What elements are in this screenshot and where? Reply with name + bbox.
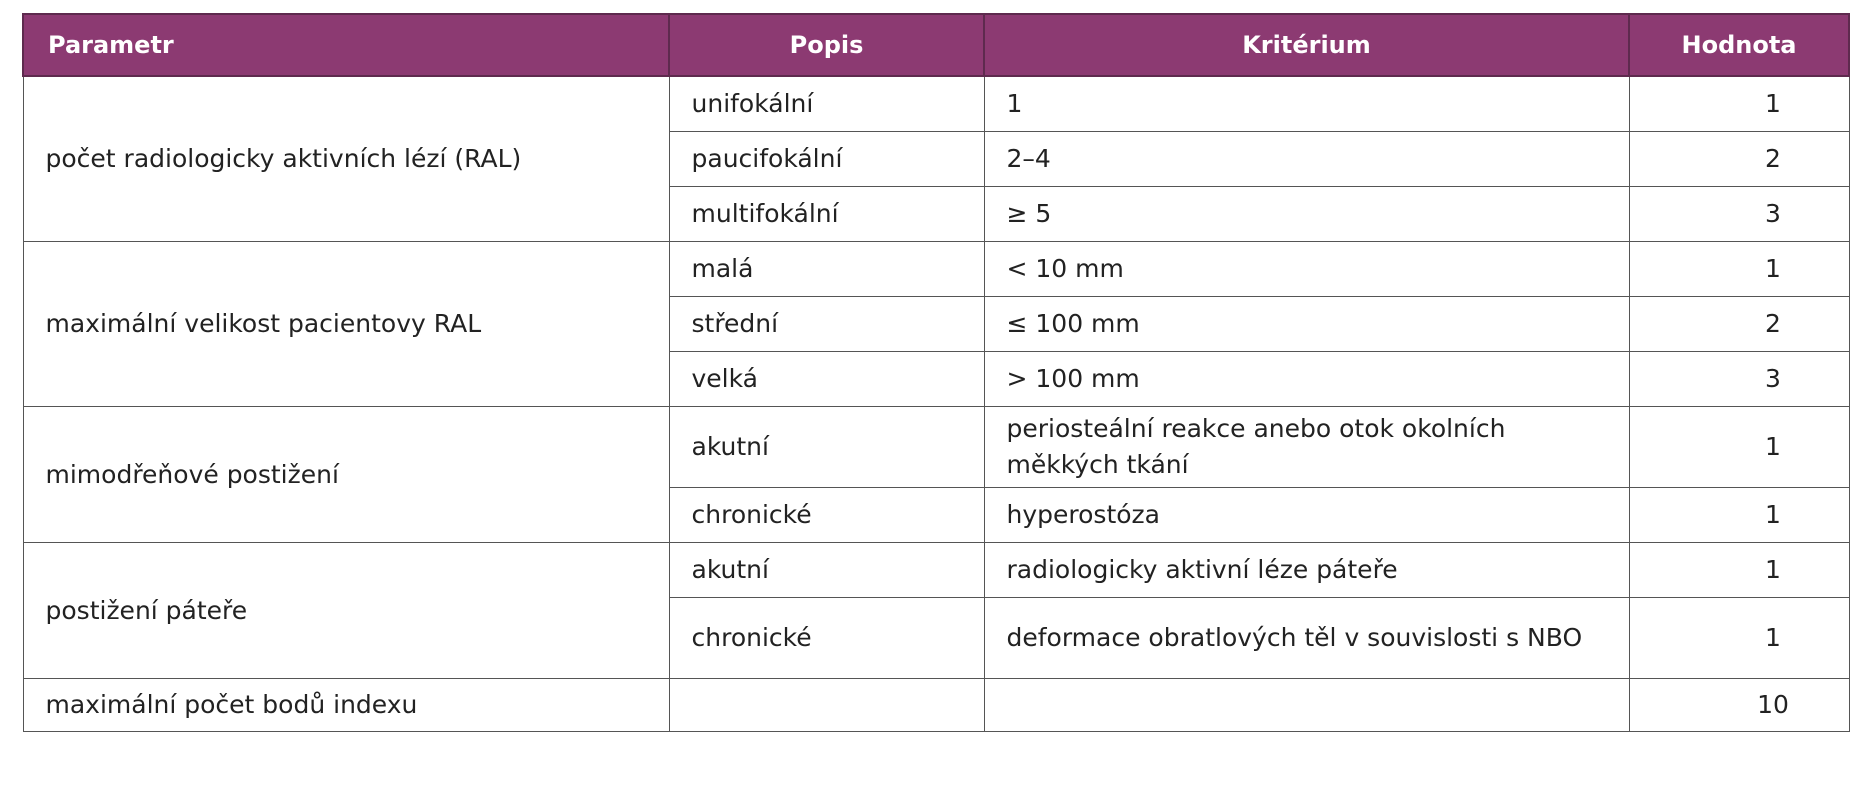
hodnota-cell: 1 [1629,76,1849,132]
hodnota-cell: 1 [1629,598,1849,679]
hodnota-cell: 2 [1629,132,1849,187]
header-parametr: Parametr [23,14,669,76]
kriterium-cell: periosteální reakce anebo otok okolních měkkých tkání [984,407,1629,488]
popis-cell: paucifokální [669,132,984,187]
hodnota-cell: 1 [1629,242,1849,297]
popis-cell: akutní [669,407,984,488]
total-hodnota-cell: 10 [1629,679,1849,732]
popis-cell: akutní [669,543,984,598]
kriterium-cell: 2–4 [984,132,1629,187]
popis-cell: chronické [669,598,984,679]
popis-cell: velká [669,352,984,407]
hodnota-cell: 3 [1629,352,1849,407]
kriterium-cell: radiologicky aktivní léze páteře [984,543,1629,598]
hodnota-cell: 1 [1629,407,1849,488]
kriterium-cell: < 10 mm [984,242,1629,297]
kriterium-cell: > 100 mm [984,352,1629,407]
popis-cell: unifokální [669,76,984,132]
kriterium-cell: ≥ 5 [984,187,1629,242]
total-kriterium-cell [984,679,1629,732]
popis-cell: střední [669,297,984,352]
header-hodnota: Hodnota [1629,14,1849,76]
param-cell: maximální velikost pacientovy RAL [23,242,669,407]
hodnota-cell: 3 [1629,187,1849,242]
table-body [23,76,1849,732]
scoring-table-container [22,13,1848,732]
hodnota-cell: 1 [1629,543,1849,598]
table-row [23,407,1849,488]
kriterium-cell: deformace obratlových těl v souvislosti s NBO [984,598,1629,679]
table-row [23,543,1849,598]
kriterium-cell: 1 [984,76,1629,132]
kriterium-cell: ≤ 100 mm [984,297,1629,352]
header-popis: Popis [669,14,984,76]
table-header [23,14,1849,76]
total-row [23,679,1849,732]
total-popis-cell [669,679,984,732]
param-cell: počet radiologicky aktivních lézí (RAL) [23,76,669,242]
popis-cell: chronické [669,488,984,543]
kriterium-cell: hyperostóza [984,488,1629,543]
param-cell: postižení páteře [23,543,669,679]
popis-cell: malá [669,242,984,297]
popis-cell: multifokální [669,187,984,242]
hodnota-cell: 2 [1629,297,1849,352]
header-row [23,14,1849,76]
hodnota-cell: 1 [1629,488,1849,543]
table-row [23,76,1849,132]
header-kriterium: Kritérium [984,14,1629,76]
scoring-table [22,13,1850,732]
table-row [23,242,1849,297]
param-cell: mimodřeňové postižení [23,407,669,543]
total-label-cell: maximální počet bodů indexu [23,679,669,732]
